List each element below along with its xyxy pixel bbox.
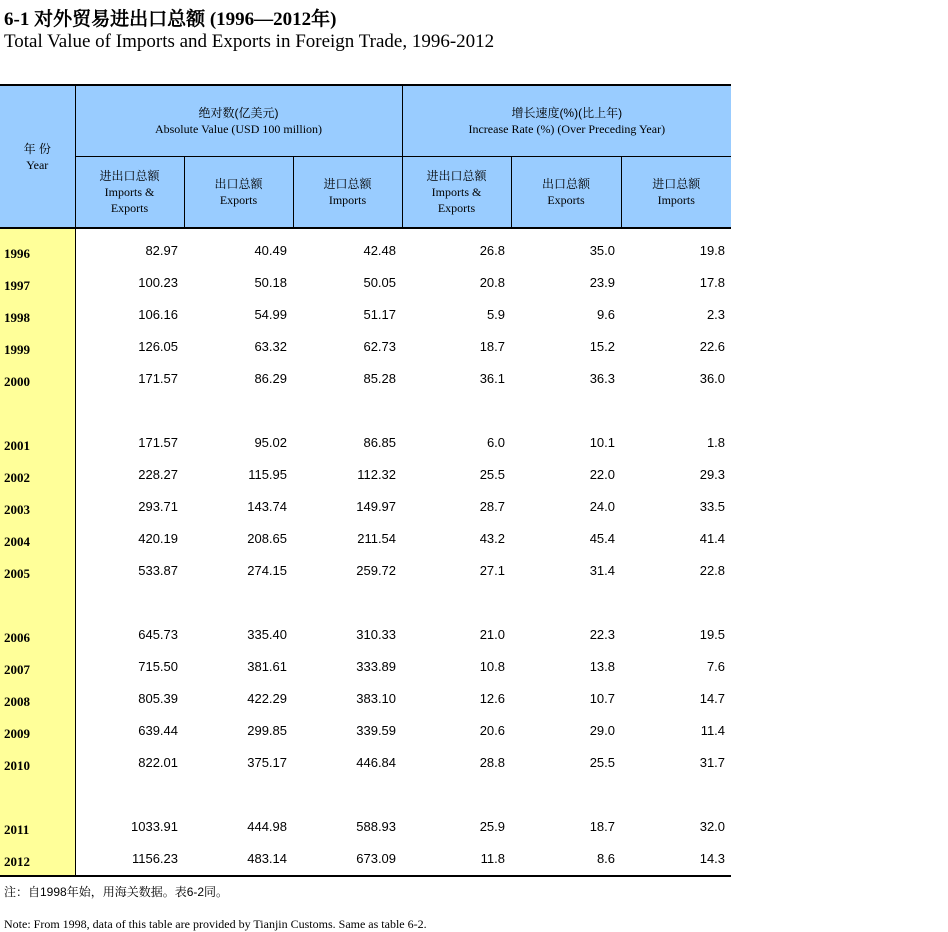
value-cell: 112.32 [357, 467, 397, 482]
value-cell-empty [402, 587, 511, 619]
table-row [0, 228, 731, 267]
value-cell: 299.85 [247, 723, 287, 738]
column-header-cn: 进口总额 [323, 177, 372, 191]
year-cell: 2007 [0, 651, 75, 683]
value-cell-empty [184, 395, 293, 427]
column-header [621, 157, 731, 229]
column-header-en2: Exports [110, 201, 149, 215]
year-cell: 2010 [0, 747, 75, 779]
column-header [511, 157, 621, 229]
increase-rate-header-cn: 增长速度(%)(比上年) [511, 106, 623, 120]
value-cell: 22.8 [699, 563, 726, 578]
value-cell: 483.14 [184, 843, 293, 876]
year-header [0, 85, 75, 228]
value-cell: 10.8 [479, 659, 506, 674]
value-cell-empty [184, 587, 293, 619]
value-cell: 14.7 [699, 691, 726, 706]
value-cell-empty [75, 587, 184, 619]
table-body [0, 228, 731, 876]
page-title-cn: 6-1 对外贸易进出口总额 (1996—2012年) [4, 9, 337, 30]
table-row [0, 491, 731, 523]
value-cell: 20.6 [479, 723, 506, 738]
value-cell: 22.0 [589, 467, 616, 482]
value-cell: 25.9 [479, 819, 506, 834]
value-cell: 18.7 [479, 339, 506, 354]
year-cell: 2000 [0, 363, 75, 395]
value-cell: 36.1 [479, 371, 506, 386]
value-cell: 7.6 [706, 659, 726, 674]
value-cell: 259.72 [356, 563, 397, 578]
year-cell: 2005 [0, 555, 75, 587]
value-cell: 115.95 [248, 467, 287, 482]
year-cell-empty [0, 587, 75, 619]
table-row [0, 715, 731, 747]
column-header [293, 157, 402, 229]
value-cell: 26.8 [479, 243, 506, 258]
value-cell: 13.8 [589, 659, 616, 674]
value-cell: 6.0 [486, 435, 506, 450]
value-cell: 19.5 [699, 627, 726, 642]
value-cell: 17.8 [699, 275, 726, 290]
absolute-value-header-en: Absolute Value (USD 100 million) [154, 122, 323, 136]
note-cn: 注：自1998年始，用海关数据。表6-2同。 [4, 885, 229, 899]
year-cell: 1998 [0, 299, 75, 331]
year-cell: 2004 [0, 523, 75, 555]
value-cell-empty [511, 779, 621, 811]
column-header-cn: 出口总额 [214, 177, 263, 191]
value-cell: 533.87 [138, 563, 178, 578]
value-cell: 21.0 [479, 627, 506, 642]
value-cell: 35.0 [589, 243, 616, 258]
value-cell: 86.85 [363, 435, 397, 450]
value-cell: 10.1 [589, 435, 616, 450]
table-row [0, 299, 731, 331]
value-cell: 32.0 [699, 819, 726, 834]
value-cell: 85.28 [363, 371, 397, 386]
year-header-en: Year [26, 157, 49, 172]
spacer-row [0, 395, 731, 427]
column-header-cn: 进出口总额 [426, 169, 487, 183]
value-cell: 673.09 [293, 843, 402, 876]
value-cell-empty [621, 395, 731, 427]
value-cell: 14.3 [621, 843, 731, 876]
value-cell-empty [511, 395, 621, 427]
value-cell: 10.7 [589, 691, 616, 706]
value-cell-empty [621, 779, 731, 811]
value-cell: 50.18 [254, 275, 287, 290]
value-cell: 310.33 [356, 627, 397, 642]
value-cell: 31.4 [589, 563, 616, 578]
table-row [0, 267, 731, 299]
value-cell: 22.3 [589, 627, 616, 642]
table-row [0, 523, 731, 555]
value-cell: 333.89 [356, 659, 397, 674]
absolute-value-header [75, 85, 402, 157]
value-cell: 171.57 [138, 435, 178, 450]
note-en: Note: From 1998, data of this table are provided by Tianjin Customs. Same as table 6-2. [4, 917, 427, 931]
value-cell: 31.7 [699, 755, 726, 770]
value-cell: 335.40 [247, 627, 287, 642]
value-cell-empty [293, 395, 402, 427]
column-header-en1: Exports [547, 193, 585, 207]
column-header-cn: 出口总额 [542, 177, 591, 191]
column-header-en1: Imports [328, 193, 367, 207]
value-cell: 274.15 [247, 563, 287, 578]
value-cell: 293.71 [138, 499, 178, 514]
column-header [402, 157, 511, 229]
value-cell: 27.1 [479, 563, 506, 578]
table-row [0, 747, 731, 779]
page-title-en: Total Value of Imports and Exports in Foreign Trade, 1996-2012 [4, 31, 495, 52]
value-cell: 446.84 [356, 755, 397, 770]
value-cell: 19.8 [699, 243, 726, 258]
value-cell: 1156.23 [75, 843, 184, 876]
value-cell-empty [402, 779, 511, 811]
value-cell: 211.54 [357, 531, 397, 546]
column-header-en1: Imports [657, 193, 695, 207]
year-cell: 2006 [0, 619, 75, 651]
year-cell: 2003 [0, 491, 75, 523]
value-cell-empty [402, 395, 511, 427]
value-cell: 1033.91 [131, 819, 178, 834]
value-cell: 42.48 [363, 243, 397, 258]
table-row [0, 555, 731, 587]
value-cell: 381.61 [247, 659, 287, 674]
table-row [0, 843, 731, 876]
value-cell: 11.4 [700, 723, 726, 738]
value-cell: 54.99 [254, 307, 287, 322]
table-row [0, 811, 731, 843]
value-cell: 50.05 [363, 275, 397, 290]
value-cell-empty [293, 779, 402, 811]
value-cell: 63.32 [254, 339, 287, 354]
value-cell: 25.5 [479, 467, 506, 482]
table-row [0, 363, 731, 395]
value-cell: 9.6 [596, 307, 616, 322]
year-cell: 2002 [0, 459, 75, 491]
value-cell: 22.6 [699, 339, 726, 354]
year-cell: 1999 [0, 331, 75, 363]
value-cell: 444.98 [247, 819, 287, 834]
value-cell: 149.97 [356, 499, 397, 514]
value-cell: 82.97 [145, 243, 178, 258]
value-cell-empty [293, 587, 402, 619]
value-cell: 645.73 [138, 627, 178, 642]
value-cell: 422.29 [247, 691, 287, 706]
column-header-cn: 进口总额 [652, 177, 701, 191]
year-cell: 2008 [0, 683, 75, 715]
value-cell-empty [621, 587, 731, 619]
year-cell-empty [0, 779, 75, 811]
value-cell: 5.9 [486, 307, 506, 322]
value-cell: 639.44 [138, 723, 178, 738]
value-cell: 822.01 [138, 755, 178, 770]
year-cell: 1997 [0, 267, 75, 299]
year-header-cn: 年 份 [23, 141, 51, 156]
increase-rate-header-en: Increase Rate (%) (Over Preceding Year) [468, 122, 666, 136]
value-cell: 36.0 [699, 371, 726, 386]
column-header-en1: Imports & [431, 185, 482, 199]
value-cell: 25.5 [589, 755, 616, 770]
value-cell: 18.7 [589, 819, 616, 834]
value-cell-empty [511, 587, 621, 619]
spacer-row [0, 779, 731, 811]
value-cell: 43.2 [479, 531, 506, 546]
year-cell: 2009 [0, 715, 75, 747]
year-cell: 2011 [0, 811, 75, 843]
value-cell: 36.3 [589, 371, 616, 386]
value-cell: 20.8 [479, 275, 506, 290]
value-cell: 86.29 [254, 371, 287, 386]
value-cell: 45.4 [589, 531, 616, 546]
year-cell-empty [0, 395, 75, 427]
table-row [0, 683, 731, 715]
column-header [184, 157, 293, 229]
value-cell: 228.27 [138, 467, 178, 482]
value-cell: 29.3 [699, 467, 726, 482]
value-cell: 95.02 [254, 435, 287, 450]
table-row [0, 331, 731, 363]
value-cell: 11.8 [402, 843, 511, 876]
value-cell: 126.05 [138, 339, 178, 354]
value-cell: 12.6 [479, 691, 506, 706]
column-header-en1: Exports [219, 193, 258, 207]
value-cell: 375.17 [247, 755, 287, 770]
table-row [0, 459, 731, 491]
value-cell: 1.8 [706, 435, 726, 450]
value-cell: 208.65 [247, 531, 287, 546]
value-cell: 106.16 [138, 307, 178, 322]
value-cell: 588.93 [356, 819, 397, 834]
value-cell: 383.10 [356, 691, 397, 706]
value-cell: 28.7 [479, 499, 506, 514]
value-cell: 339.59 [356, 723, 397, 738]
value-cell: 143.74 [247, 499, 287, 514]
trade-table [0, 84, 731, 877]
increase-rate-header [402, 85, 731, 157]
value-cell: 805.39 [138, 691, 178, 706]
table-row [0, 651, 731, 683]
subheader-row [0, 157, 731, 229]
column-header-en2: Exports [437, 201, 476, 215]
value-cell: 8.6 [511, 843, 621, 876]
value-cell: 171.57 [138, 371, 178, 386]
table-row [0, 427, 731, 459]
absolute-value-header-cn: 绝对数(亿美元) [198, 106, 279, 120]
value-cell: 41.4 [699, 531, 726, 546]
value-cell: 62.73 [363, 339, 397, 354]
value-cell: 29.0 [589, 723, 616, 738]
value-cell: 40.49 [254, 243, 287, 258]
value-cell: 51.17 [363, 307, 397, 322]
value-cell: 33.5 [699, 499, 726, 514]
column-header [75, 157, 184, 229]
value-cell: 28.8 [479, 755, 506, 770]
column-header-cn: 进出口总额 [99, 169, 160, 183]
year-cell: 2001 [0, 427, 75, 459]
value-cell: 715.50 [138, 659, 178, 674]
value-cell: 24.0 [589, 499, 616, 514]
value-cell-empty [75, 395, 184, 427]
value-cell: 100.23 [138, 275, 178, 290]
trade-table-container [0, 84, 730, 877]
year-cell: 1996 [0, 228, 75, 267]
year-cell: 2012 [0, 843, 75, 876]
column-header-en1: Imports & [104, 185, 155, 199]
value-cell: 2.3 [706, 307, 726, 322]
value-cell: 15.2 [589, 339, 616, 354]
spacer-row [0, 587, 731, 619]
value-cell: 23.9 [589, 275, 616, 290]
value-cell-empty [75, 779, 184, 811]
value-cell-empty [184, 779, 293, 811]
value-cell: 420.19 [138, 531, 178, 546]
table-row [0, 619, 731, 651]
